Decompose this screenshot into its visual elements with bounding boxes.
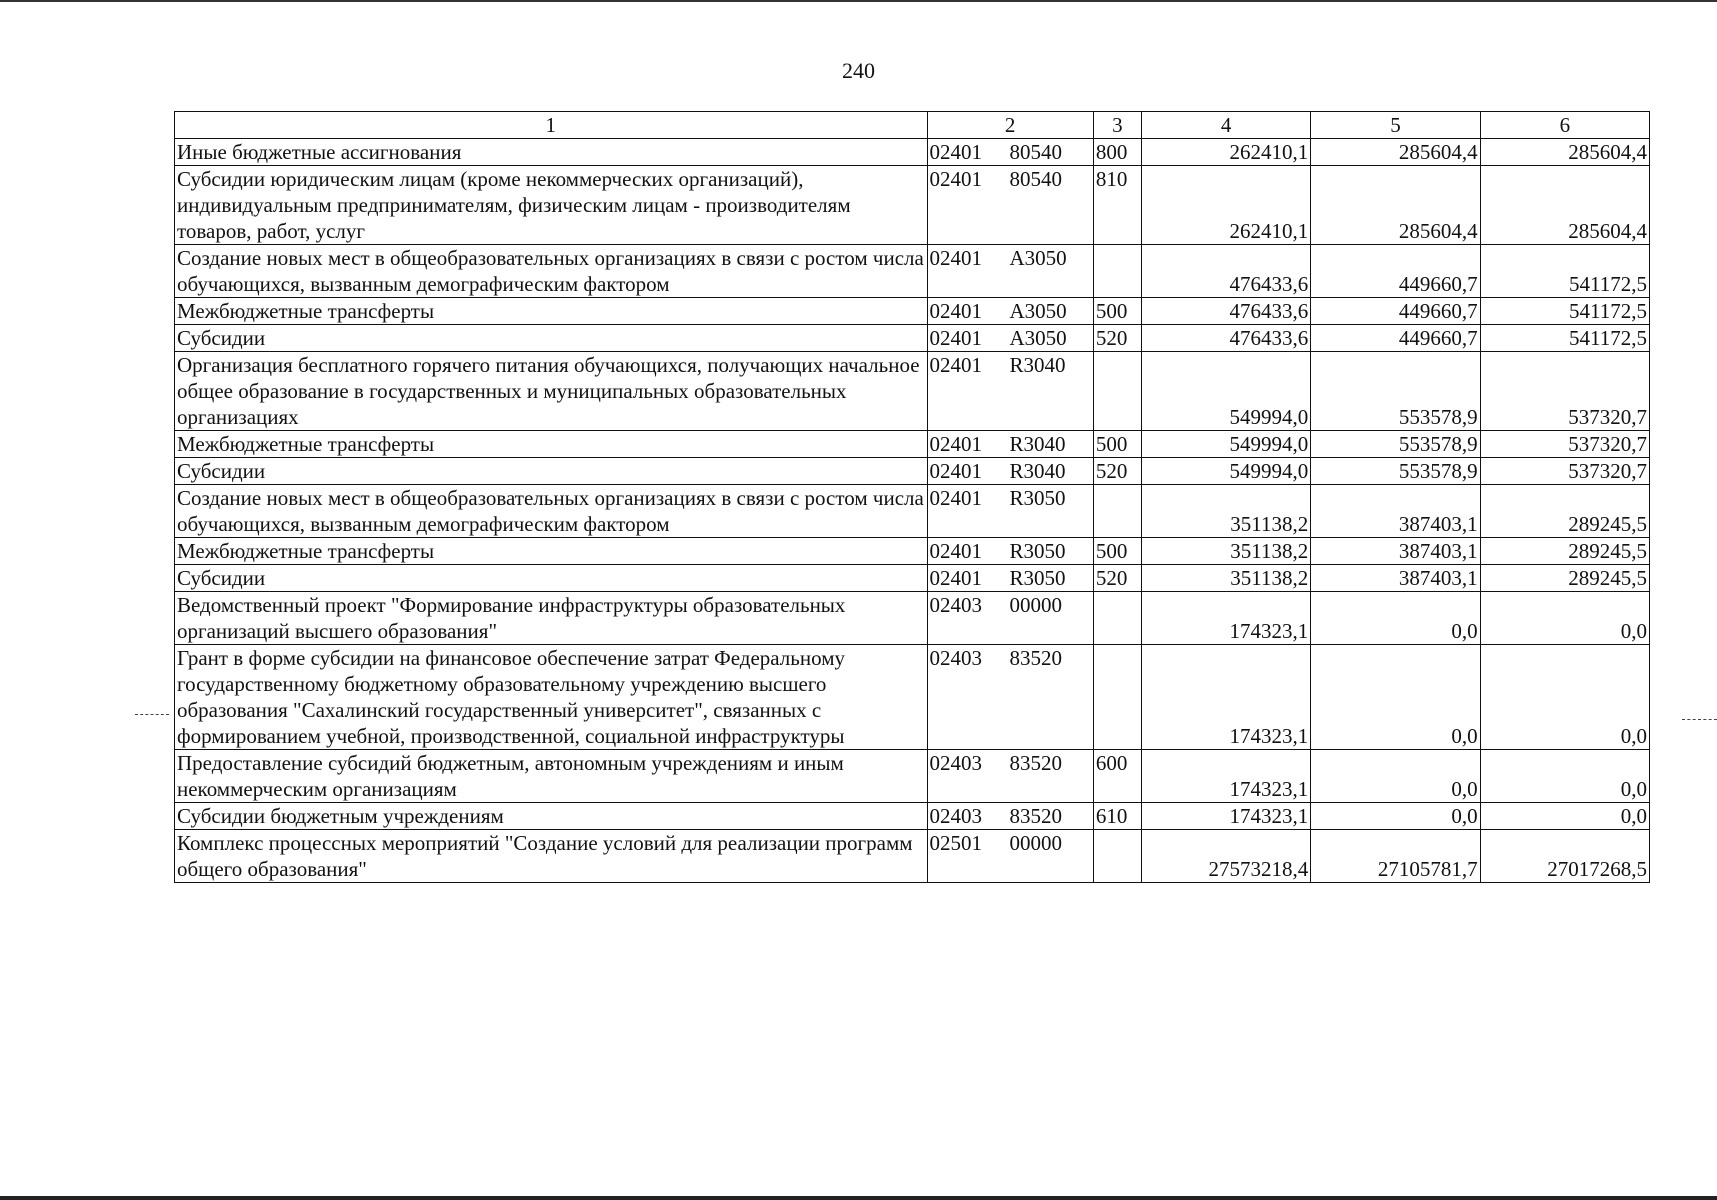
table-row xyxy=(175,565,1650,592)
program-code: 02401 xyxy=(929,353,983,377)
program-code: 02401 xyxy=(929,326,983,350)
column-number-3: 3 xyxy=(1093,112,1141,139)
table-row xyxy=(175,485,1650,538)
scan-edge-bottom xyxy=(0,1196,1717,1200)
page-number: 240 xyxy=(842,58,875,83)
scan-edge-top xyxy=(0,0,1717,2)
expense-kind-cell: 600 xyxy=(1093,750,1141,803)
amount-col-4-cell: 351138,2 xyxy=(1141,565,1310,592)
amount-col-5-cell: 387403,1 xyxy=(1311,565,1480,592)
table-row xyxy=(175,750,1650,803)
classification-code-cell xyxy=(927,750,1093,803)
amount-col-6-cell: 285604,4 xyxy=(1480,139,1649,166)
amount-col-6-cell: 537320,7 xyxy=(1480,352,1649,431)
classification-code-cell xyxy=(927,592,1093,645)
expense-kind-cell: 520 xyxy=(1093,458,1141,485)
expense-name-cell: Создание новых мест в общеобразовательных организациях в связи с ростом числа обучающихся, вызванным демографическим фактором xyxy=(175,485,928,538)
amount-col-4-cell: 262410,1 xyxy=(1141,139,1310,166)
expense-name-cell: Создание новых мест в общеобразовательных организациях в связи с ростом числа обучающихся, вызванным демографическим фактором xyxy=(175,245,928,298)
direction-code: А3050 xyxy=(1009,326,1067,350)
amount-col-4-cell: 476433,6 xyxy=(1141,298,1310,325)
expense-kind-cell: 610 xyxy=(1093,803,1141,830)
expense-kind-cell xyxy=(1093,592,1141,645)
expense-name-cell: Организация бесплатного горячего питания обучающихся, получающих начальное общее образование в государственных и муниципальных образовательных организациях xyxy=(175,352,928,431)
amount-col-5-cell: 553578,9 xyxy=(1311,352,1480,431)
expense-kind-cell xyxy=(1093,245,1141,298)
direction-code: 83520 xyxy=(1009,646,1063,670)
program-code: 02401 xyxy=(929,432,983,456)
amount-col-5-cell: 553578,9 xyxy=(1311,458,1480,485)
column-number-2: 2 xyxy=(927,112,1093,139)
direction-code: 00000 xyxy=(1009,593,1063,617)
amount-col-6-cell: 0,0 xyxy=(1480,750,1649,803)
amount-col-6-cell: 541172,5 xyxy=(1480,325,1649,352)
column-number-4: 4 xyxy=(1141,112,1310,139)
direction-code: R3040 xyxy=(1009,353,1066,377)
amount-col-5-cell: 387403,1 xyxy=(1311,485,1480,538)
expense-name-cell: Грант в форме субсидии на финансовое обеспечение затрат Федеральному государственному бюджетному образовательному учреждению высшего образования "Сахалинский государственный университет", связанных с формированием учебной, производственной, социальной инфраструктуры xyxy=(175,645,928,750)
amount-col-5-cell: 553578,9 xyxy=(1311,431,1480,458)
direction-code: R3040 xyxy=(1009,432,1066,456)
table-row xyxy=(175,645,1650,750)
amount-col-6-cell: 0,0 xyxy=(1480,803,1649,830)
budget-table-body xyxy=(175,112,1650,883)
table-row xyxy=(175,592,1650,645)
expense-name-cell: Субсидии бюджетным учреждениям xyxy=(175,803,928,830)
classification-code-cell xyxy=(927,565,1093,592)
expense-kind-cell xyxy=(1093,352,1141,431)
table-row xyxy=(175,352,1650,431)
direction-code: 80540 xyxy=(1009,167,1063,191)
amount-col-5-cell: 27105781,7 xyxy=(1311,830,1480,883)
classification-code-cell xyxy=(927,139,1093,166)
expense-name-cell: Субсидии xyxy=(175,565,928,592)
amount-col-5-cell: 285604,4 xyxy=(1311,139,1480,166)
amount-col-6-cell: 0,0 xyxy=(1480,592,1649,645)
amount-col-5-cell: 449660,7 xyxy=(1311,245,1480,298)
table-row xyxy=(175,166,1650,245)
table-row xyxy=(175,245,1650,298)
amount-col-4-cell: 174323,1 xyxy=(1141,750,1310,803)
expense-name-cell: Межбюджетные трансферты xyxy=(175,538,928,565)
direction-code: 83520 xyxy=(1009,804,1063,828)
program-code: 02403 xyxy=(929,646,983,670)
direction-code: А3050 xyxy=(1009,299,1067,323)
amount-col-6-cell: 541172,5 xyxy=(1480,298,1649,325)
column-number-1: 1 xyxy=(175,112,928,139)
program-code: 02403 xyxy=(929,751,983,775)
expense-kind-cell: 500 xyxy=(1093,298,1141,325)
expense-name-cell: Межбюджетные трансферты xyxy=(175,431,928,458)
amount-col-4-cell: 351138,2 xyxy=(1141,538,1310,565)
classification-code-cell xyxy=(927,166,1093,245)
expense-name-cell: Субсидии xyxy=(175,325,928,352)
amount-col-4-cell: 174323,1 xyxy=(1141,645,1310,750)
amount-col-6-cell: 285604,4 xyxy=(1480,166,1649,245)
amount-col-6-cell: 537320,7 xyxy=(1480,458,1649,485)
program-code: 02501 xyxy=(929,831,983,855)
amount-col-5-cell: 449660,7 xyxy=(1311,325,1480,352)
program-code: 02401 xyxy=(929,566,983,590)
table-row xyxy=(175,325,1650,352)
table-row xyxy=(175,139,1650,166)
expense-name-cell: Субсидии xyxy=(175,458,928,485)
program-code: 02403 xyxy=(929,804,983,828)
amount-col-5-cell: 0,0 xyxy=(1311,592,1480,645)
table-row xyxy=(175,830,1650,883)
amount-col-6-cell: 541172,5 xyxy=(1480,245,1649,298)
program-code: 02401 xyxy=(929,167,983,191)
direction-code: R3040 xyxy=(1009,459,1066,483)
classification-code-cell xyxy=(927,245,1093,298)
table-row xyxy=(175,298,1650,325)
table-row xyxy=(175,458,1650,485)
amount-col-6-cell: 289245,5 xyxy=(1480,485,1649,538)
program-code: 02403 xyxy=(929,593,983,617)
classification-code-cell xyxy=(927,458,1093,485)
expense-name-cell: Предоставление субсидий бюджетным, автономным учреждениям и иным некоммерческим организациям xyxy=(175,750,928,803)
program-code: 02401 xyxy=(929,246,983,270)
program-code: 02401 xyxy=(929,486,983,510)
classification-code-cell xyxy=(927,352,1093,431)
amount-col-4-cell: 549994,0 xyxy=(1141,458,1310,485)
direction-code: 80540 xyxy=(1009,140,1063,164)
amount-col-6-cell: 27017268,5 xyxy=(1480,830,1649,883)
expense-kind-cell: 800 xyxy=(1093,139,1141,166)
amount-col-4-cell: 27573218,4 xyxy=(1141,830,1310,883)
expense-kind-cell: 500 xyxy=(1093,431,1141,458)
expense-kind-cell: 500 xyxy=(1093,538,1141,565)
classification-code-cell xyxy=(927,830,1093,883)
classification-code-cell xyxy=(927,485,1093,538)
amount-col-6-cell: 289245,5 xyxy=(1480,565,1649,592)
expense-kind-cell xyxy=(1093,830,1141,883)
column-number-6: 6 xyxy=(1480,112,1649,139)
amount-col-6-cell: 289245,5 xyxy=(1480,538,1649,565)
classification-code-cell xyxy=(927,431,1093,458)
amount-col-5-cell: 0,0 xyxy=(1311,750,1480,803)
budget-table xyxy=(174,111,1650,883)
expense-name-cell: Иные бюджетные ассигнования xyxy=(175,139,928,166)
amount-col-4-cell: 476433,6 xyxy=(1141,245,1310,298)
amount-col-5-cell: 0,0 xyxy=(1311,803,1480,830)
amount-col-6-cell: 537320,7 xyxy=(1480,431,1649,458)
amount-col-4-cell: 351138,2 xyxy=(1141,485,1310,538)
amount-col-4-cell: 262410,1 xyxy=(1141,166,1310,245)
amount-col-5-cell: 0,0 xyxy=(1311,645,1480,750)
direction-code: 83520 xyxy=(1009,751,1063,775)
classification-code-cell xyxy=(927,298,1093,325)
amount-col-4-cell: 174323,1 xyxy=(1141,803,1310,830)
expense-kind-cell: 520 xyxy=(1093,325,1141,352)
expense-kind-cell xyxy=(1093,645,1141,750)
table-row xyxy=(175,538,1650,565)
direction-code: R3050 xyxy=(1009,539,1066,563)
amount-col-5-cell: 285604,4 xyxy=(1311,166,1480,245)
column-number-row xyxy=(175,112,1650,139)
expense-name-cell: Комплекс процессных мероприятий "Создание условий для реализации программ общего образования" xyxy=(175,830,928,883)
amount-col-4-cell: 549994,0 xyxy=(1141,431,1310,458)
classification-code-cell xyxy=(927,803,1093,830)
program-code: 02401 xyxy=(929,539,983,563)
program-code: 02401 xyxy=(929,459,983,483)
program-code: 02401 xyxy=(929,140,983,164)
direction-code: R3050 xyxy=(1009,566,1066,590)
direction-code: 00000 xyxy=(1009,831,1063,855)
table-row xyxy=(175,803,1650,830)
classification-code-cell xyxy=(927,325,1093,352)
amount-col-5-cell: 387403,1 xyxy=(1311,538,1480,565)
amount-col-4-cell: 174323,1 xyxy=(1141,592,1310,645)
expense-name-cell: Межбюджетные трансферты xyxy=(175,298,928,325)
expense-name-cell: Субсидии юридическим лицам (кроме некоммерческих организаций), индивидуальным предпринимателям, физическим лицам - производителям товаров, работ, услуг xyxy=(175,166,928,245)
direction-code: R3050 xyxy=(1009,486,1066,510)
expense-kind-cell: 810 xyxy=(1093,166,1141,245)
program-code: 02401 xyxy=(929,299,983,323)
amount-col-4-cell: 476433,6 xyxy=(1141,325,1310,352)
column-number-5: 5 xyxy=(1311,112,1480,139)
direction-code: А3050 xyxy=(1009,246,1067,270)
expense-kind-cell: 520 xyxy=(1093,565,1141,592)
amount-col-4-cell: 549994,0 xyxy=(1141,352,1310,431)
expense-kind-cell xyxy=(1093,485,1141,538)
amount-col-5-cell: 449660,7 xyxy=(1311,298,1480,325)
margin-dash-mark xyxy=(1682,719,1717,720)
classification-code-cell xyxy=(927,538,1093,565)
classification-code-cell xyxy=(927,645,1093,750)
expense-name-cell: Ведомственный проект "Формирование инфраструктуры образовательных организаций высшего образования" xyxy=(175,592,928,645)
amount-col-6-cell: 0,0 xyxy=(1480,645,1649,750)
margin-dash-mark xyxy=(135,714,169,715)
table-row xyxy=(175,431,1650,458)
